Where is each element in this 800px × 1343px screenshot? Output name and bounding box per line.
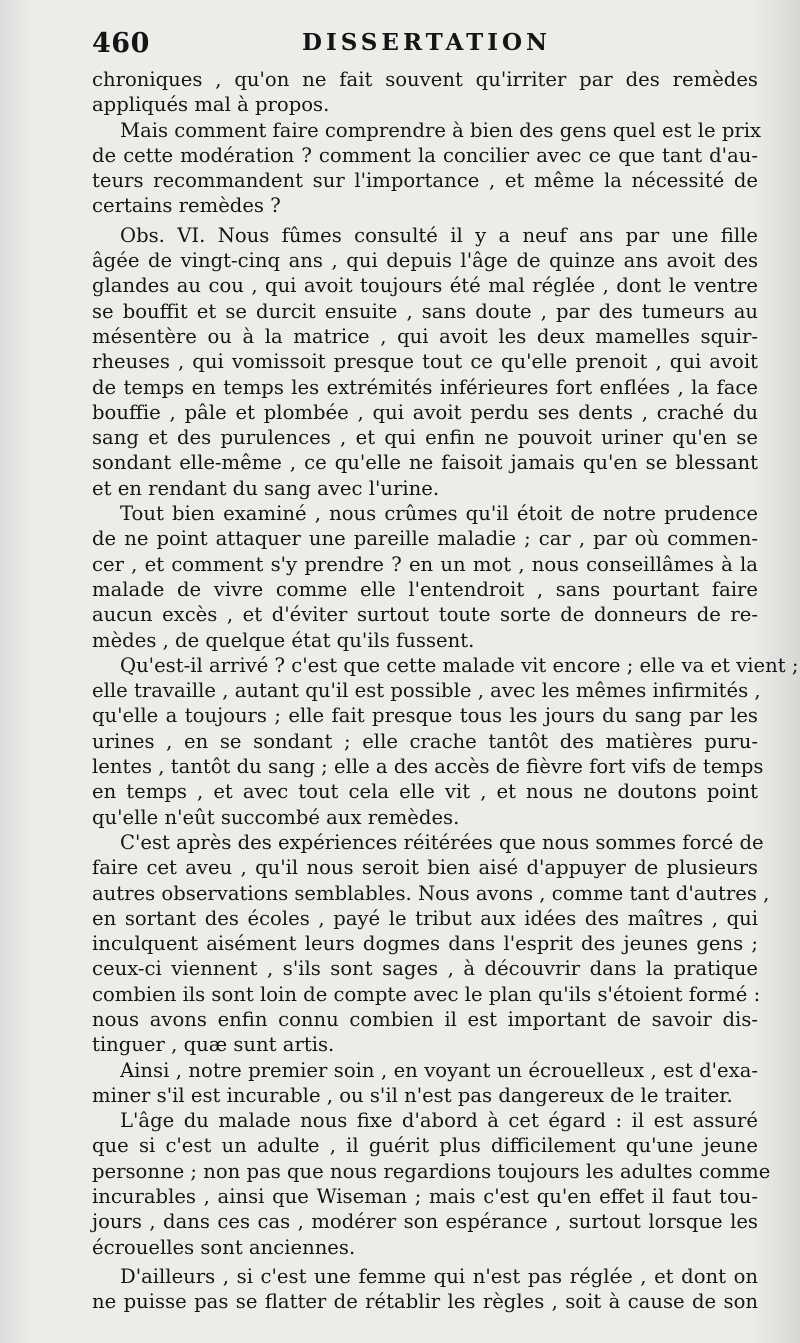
paragraph (92, 1058, 758, 1109)
text-line: qu'elle a toujours ; elle fait presque tous les jours du sang par les (92, 704, 758, 728)
text-line: chroniques , qu'on ne fait souvent qu'irriter par des remèdes (92, 68, 758, 91)
text-line: écrouelles sont anciennes. (92, 1235, 356, 1259)
text-line: autres observations semblables. Nous avons , comme tant d'autres , (92, 881, 770, 905)
text-line: Obs. VI. Nous fûmes consulté il y a neuf ans par une fille (120, 223, 758, 247)
text-line: mésentère ou à la matrice , qui avoit les deux mamelles squir- (92, 324, 758, 348)
text-line: âgée de vingt-cinq ans , qui depuis l'âge de quinze ans avoit des (92, 249, 758, 273)
text-line: inculquent aisément leurs dogmes dans l'esprit des jeunes gens ; (92, 932, 758, 956)
paragraph (92, 223, 758, 501)
text-line: qu'elle n'eût succombé aux remèdes. (92, 805, 460, 829)
text-line: L'âge du malade nous fixe d'abord à cet égard : il est assuré (120, 1109, 758, 1133)
running-title: DISSERTATION (302, 29, 552, 56)
text-line: Ainsi , notre premier soin , en voyant un écrouelleux , est d'exa- (120, 1058, 758, 1082)
text-line: de cette modération ? comment la concilier avec ce que tant d'au- (92, 143, 758, 167)
paragraph (92, 118, 762, 219)
text-line: Mais comment faire comprendre à bien des gens quel est le prix (120, 118, 762, 142)
text-line: que si c'est un adulte , il guérit plus difficilement qu'une jeune (92, 1134, 758, 1158)
text-line: mèdes , de quelque état qu'ils fussent. (92, 628, 475, 652)
text-line: en sortant des écoles , payé le tribut aux idées des maîtres , qui (92, 906, 758, 930)
text-line: jours , dans ces cas , modérer son espérance , surtout lorsque les (92, 1210, 758, 1234)
text-line: lentes , tantôt du sang ; elle a des accès de fièvre fort vifs de temps (92, 755, 764, 779)
text-line: sang et des purulences , et qui enfin ne pouvoit uriner qu'en se (92, 426, 758, 450)
text-line: tinguer , quæ sunt artis. (92, 1033, 335, 1057)
text-line: cer , et comment s'y prendre ? en un mot , nous conseillâmes à la (92, 552, 758, 576)
text-line: combien ils sont loin de compte avec le plan qu'ils s'étoient formé : (92, 982, 761, 1006)
page-header (92, 28, 762, 68)
text-line: de ne point attaquer une pareille maladie ; car , par où commen- (92, 527, 758, 551)
text-line: personne ; non pas que nous regardions toujours les adultes comme (92, 1159, 771, 1183)
text-line: ceux-ci viennent , s'ils sont sages , à découvrir dans la pratique (92, 957, 758, 981)
paragraph (92, 501, 758, 653)
text-line: urines , en se sondant ; elle crache tantôt des matières puru- (92, 729, 758, 753)
text-line: C'est après des expériences réitérées que nous sommes forcé de (120, 830, 764, 854)
paragraph (92, 67, 758, 118)
text-line: appliqués mal à propos. (92, 93, 330, 117)
text-line: teurs recommandent sur l'importance , et même la nécessité de (92, 169, 758, 193)
text-line: elle travaille , autant qu'il est possible , avec les mêmes infirmités , (92, 679, 761, 703)
text-line: aucun excès , et d'éviter surtout toute sorte de donneurs de re- (92, 603, 758, 627)
text-line: et en rendant du sang avec l'urine. (92, 476, 440, 500)
text-line: certains remèdes ? (92, 194, 281, 218)
text-line: sondant elle-même , ce qu'elle ne faisoit jamais qu'en se blessant (92, 451, 758, 475)
text-line: Qu'est-il arrivé ? c'est que cette malade vit encore ; elle va et vient ; (120, 653, 799, 677)
text-line: D'ailleurs , si c'est une femme qui n'est pas réglée , et dont on (120, 1264, 758, 1288)
paragraph (92, 1108, 771, 1260)
page-number: 460 (92, 28, 150, 59)
text-line: miner s'il est incurable , ou s'il n'est pas dangereux de le traiter. (92, 1083, 733, 1107)
text-line: nous avons enfin connu combien il est important de savoir dis- (92, 1007, 758, 1031)
text-line: se bouffit et se durcit ensuite , sans doute , par des tumeurs au (92, 299, 758, 323)
paragraph (92, 1264, 758, 1315)
text-line: rheuses , qui vomissoit presque tout ce qu'elle prenoit , qui avoit (92, 350, 758, 374)
paragraph (92, 830, 770, 1058)
text-line: faire cet aveu , qu'il nous seroit bien aisé d'appuyer de plusieurs (92, 856, 758, 880)
text-line: incurables , ainsi que Wiseman ; mais c'est qu'en effet il faut tou- (92, 1185, 758, 1209)
text-line: bouffie , pâle et plombée , qui avoit perdu ses dents , craché du (92, 400, 758, 424)
text-line: ne puisse pas se flatter de rétablir les règles , soit à cause de son (92, 1290, 758, 1314)
text-line: glandes au cou , qui avoit toujours été mal réglée , dont le ventre (92, 274, 758, 298)
text-line: malade de vivre comme elle l'entendroit , sans pourtant faire (92, 577, 758, 601)
text-line: en temps , et avec tout cela elle vit , et nous ne doutons point (92, 780, 758, 804)
body-text (92, 67, 799, 1315)
text-line: de temps en temps les extrémités inférieures fort enflées , la face (92, 375, 758, 399)
text-line: Tout bien examiné , nous crûmes qu'il étoit de notre prudence (120, 502, 758, 526)
paragraph (92, 653, 799, 830)
